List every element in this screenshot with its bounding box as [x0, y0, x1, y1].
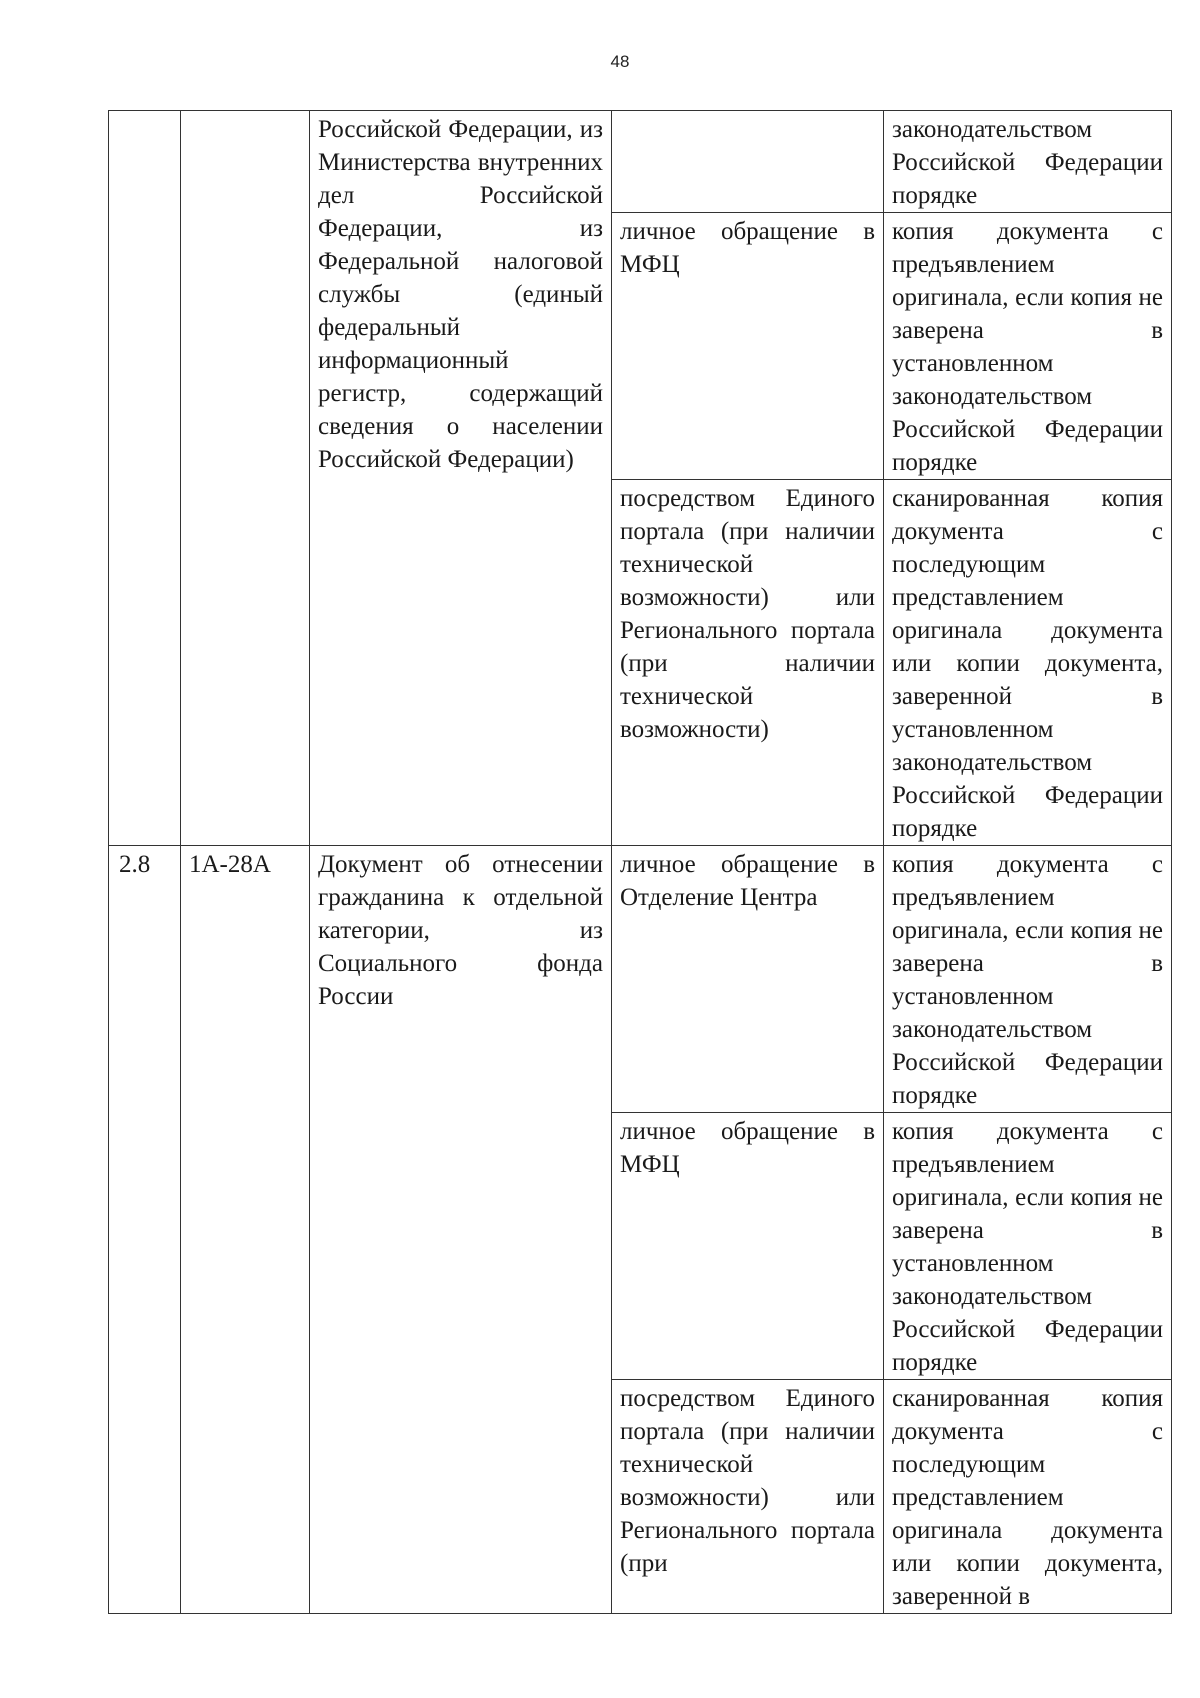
row-code-cell	[181, 111, 310, 846]
row-number-cell: 2.8	[109, 846, 181, 1614]
table-row	[109, 111, 1172, 213]
method-cell: личное обращение в МФЦ	[612, 1113, 884, 1380]
page-number: 48	[610, 52, 630, 71]
method-cell: личное обращение в МФЦ	[612, 213, 884, 480]
row-number-cell	[109, 111, 181, 846]
form-cell: сканированная копия документа с последующим представлением оригинала документа или копии документа, заверенной в установленном законодательством Российской Федерации порядке	[884, 480, 1172, 846]
form-cell: копия документа с предъявлением оригинала, если копия не заверена в установленном законодательством Российской Федерации порядке	[884, 213, 1172, 480]
form-cell: сканированная копия документа с последующим представлением оригинала документа или копии документа, заверенной в	[884, 1380, 1172, 1614]
method-cell: посредством Единого портала (при наличии технической возможности) или Регионального портала (при наличии технической возможности)	[612, 480, 884, 846]
method-cell	[612, 111, 884, 213]
method-cell: посредством Единого портала (при наличии технической возможности) или Регионального портала (при	[612, 1380, 884, 1614]
row-code-cell: 1А-28А	[181, 846, 310, 1614]
document-cell: Российской Федерации, из Министерства внутренних дел Российской Федерации, из Федеральной налоговой службы (единый федеральный информационный регистр, содержащий сведения о населении Российской Федерации)	[310, 111, 612, 846]
method-cell: личное обращение в Отделение Центра	[612, 846, 884, 1113]
form-cell: законодательством Российской Федерации порядке	[884, 111, 1172, 213]
form-cell: копия документа с предъявлением оригинала, если копия не заверена в установленном законодательством Российской Федерации порядке	[884, 1113, 1172, 1380]
document-cell: Документ об отнесении гражданина к отдельной категории, из Социального фонда России	[310, 846, 612, 1614]
table-row	[109, 846, 1172, 1113]
document-table	[108, 110, 1172, 1614]
form-cell: копия документа с предъявлением оригинала, если копия не заверена в установленном законодательством Российской Федерации порядке	[884, 846, 1172, 1113]
